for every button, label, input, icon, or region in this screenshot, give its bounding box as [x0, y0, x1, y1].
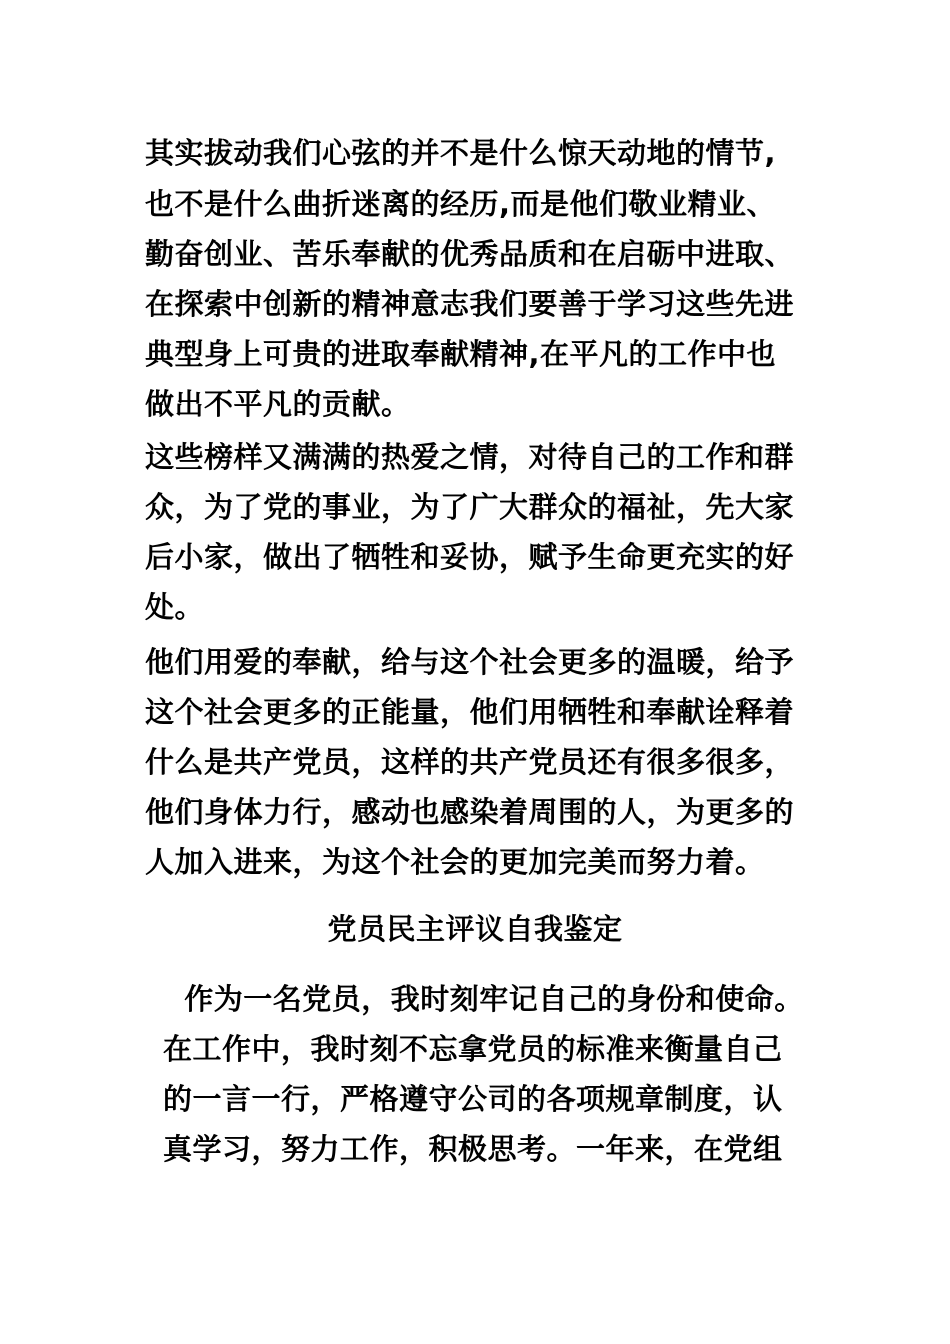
text-line: 这些榜样又满满的热爱之情，对待自己的工作和群	[145, 440, 795, 474]
text-line: 其实拔动我们心弦的并不是什么惊天动地的情节,	[145, 136, 777, 170]
text-line: 在探索中创新的精神意志我们要善于学习这些先进	[145, 287, 795, 321]
text-line: 什么是共产党员，这样的共产党员还有很多很多，	[145, 745, 795, 779]
text-line: 作为一名党员，我时刻牢记自己的身份和使命。	[163, 982, 804, 1016]
section-title: 党员民主评议自我鉴定	[327, 912, 623, 946]
text-line: 他们身体力行，感动也感染着周围的人，为更多的	[145, 795, 795, 829]
text-line: 众，为了党的事业，为了广大群众的福祉，先大家	[145, 490, 795, 524]
text-line: 典型身上可贵的进取奉献精神,在平凡的工作中也	[145, 337, 777, 371]
text-line: 这个社会更多的正能量，他们用牺牲和奉献诠释着	[145, 695, 795, 729]
text-line: 做出不平凡的贡献。	[145, 387, 411, 421]
text-line: 在工作中，我时刻不忘拿党员的标准来衡量自己	[163, 1032, 783, 1066]
text-line: 的一言一行，严格遵守公司的各项规章制度，认	[163, 1082, 783, 1116]
text-line: 勤奋创业、苦乐奉献的优秀品质和在启砺中进取、	[145, 237, 795, 271]
text-line: 后小家，做出了牺牲和妥协，赋予生命更充实的好	[145, 540, 795, 574]
text-line: 处。	[145, 590, 205, 624]
text-line: 也不是什么曲折迷离的经历,而是他们敬业精业、	[145, 187, 777, 221]
text-line: 人加入进来，为这个社会的更加完美而努力着。	[145, 845, 765, 879]
text-line: 他们用爱的奉献，给与这个社会更多的温暖，给予	[145, 645, 795, 679]
text-line: 真学习，努力工作，积极思考。一年来，在党组	[163, 1132, 783, 1166]
